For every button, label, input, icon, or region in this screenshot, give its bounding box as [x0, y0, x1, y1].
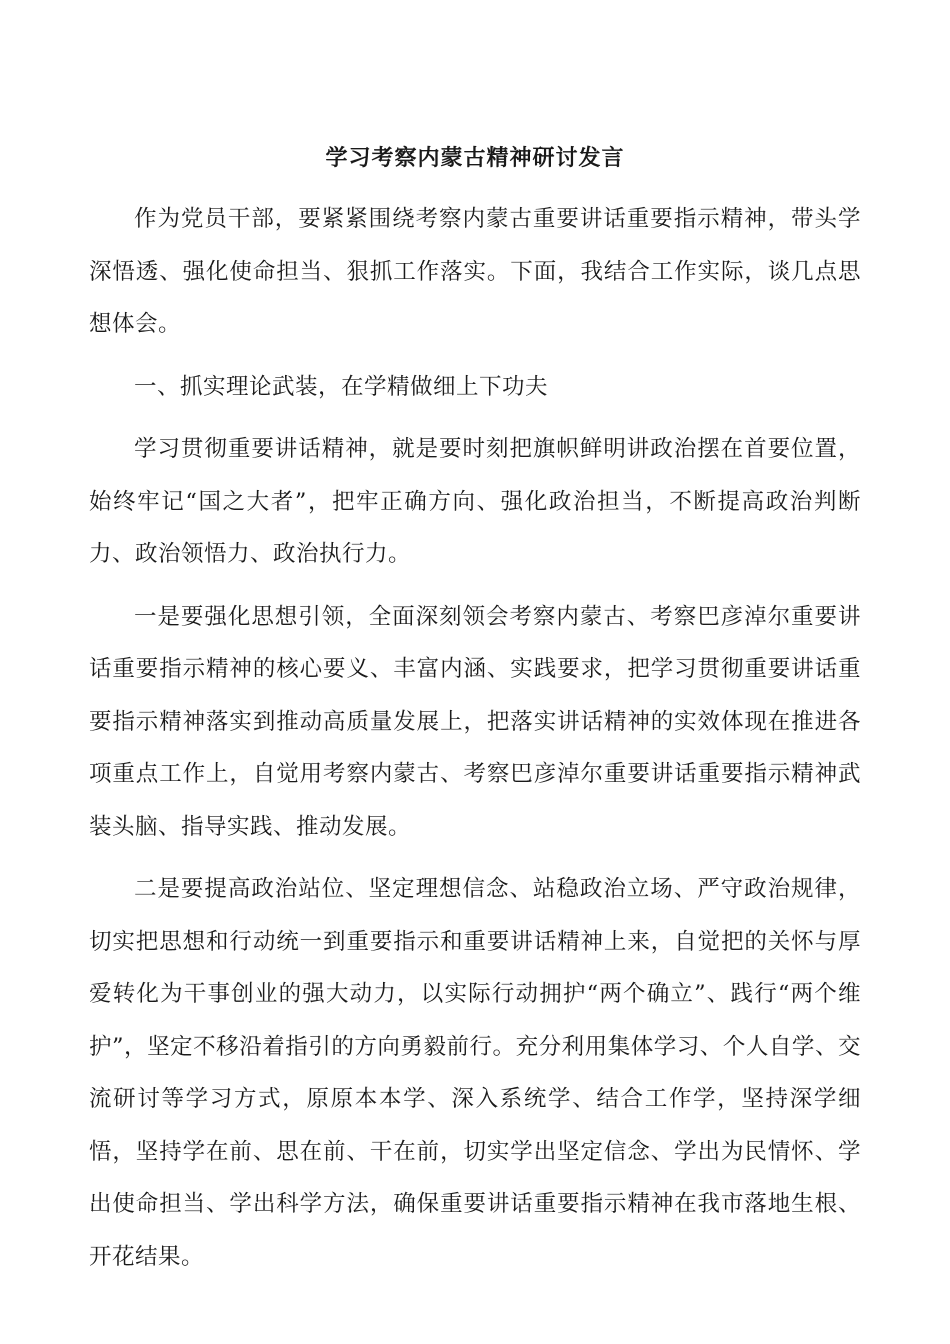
section-heading-1: 一、抓实理论武装，在学精做细上下功夫 — [134, 373, 549, 400]
paragraph-point-1: 一是要强化思想引领，全面深刻领会考察内蒙古、考察巴彦淖尔重要讲话重要指示精神的核心要义、丰富内涵、实践要求，把学习贯彻重要讲话重要指示精神落实到推动高质量发展上，把落实讲话精神的实效体现在推进各项重点工作上，自觉用考察内蒙古、考察巴彦淖尔重要讲话重要指示精神武装头脑、指导实践、推动发展。 — [89, 603, 861, 840]
document-body — [89, 193, 861, 1293]
paragraph-section-1-summary: 学习贯彻重要讲话精神，就是要时刻把旗帜鲜明讲政治摆在首要位置，始终牢记“国之大者”，把牢正确方向、强化政治担当，不断提高政治判断力、政治领悟力、政治执行力。 — [89, 436, 861, 567]
paragraph-intro: 作为党员干部，要紧紧围绕考察内蒙古重要讲话重要指示精神，带头学深悟透、强化使命担当、狠抓工作落实。下面，我结合工作实际，谈几点思想体会。 — [89, 206, 861, 337]
document-title: 学习考察内蒙古精神研讨发言 — [325, 145, 625, 171]
paragraph-point-2: 二是要提高政治站位、坚定理想信念、站稳政治立场、严守政治规律，切实把思想和行动统一到重要指示和重要讲话精神上来，自觉把的关怀与厚爱转化为干事创业的强大动力，以实际行动拥护“两个确立”、践行“两个维护”，坚定不移沿着指引的方向勇毅前行。充分利用集体学习、个人自学、交流研讨等学习方式，原原本本学、深入系统学、结合工作学，坚持深学细悟，坚持学在前、思在前、干在前，切实学出坚定信念、学出为民情怀、学出使命担当、学出科学方法，确保重要讲话重要指示精神在我市落地生根、开花结果。 — [89, 876, 861, 1270]
